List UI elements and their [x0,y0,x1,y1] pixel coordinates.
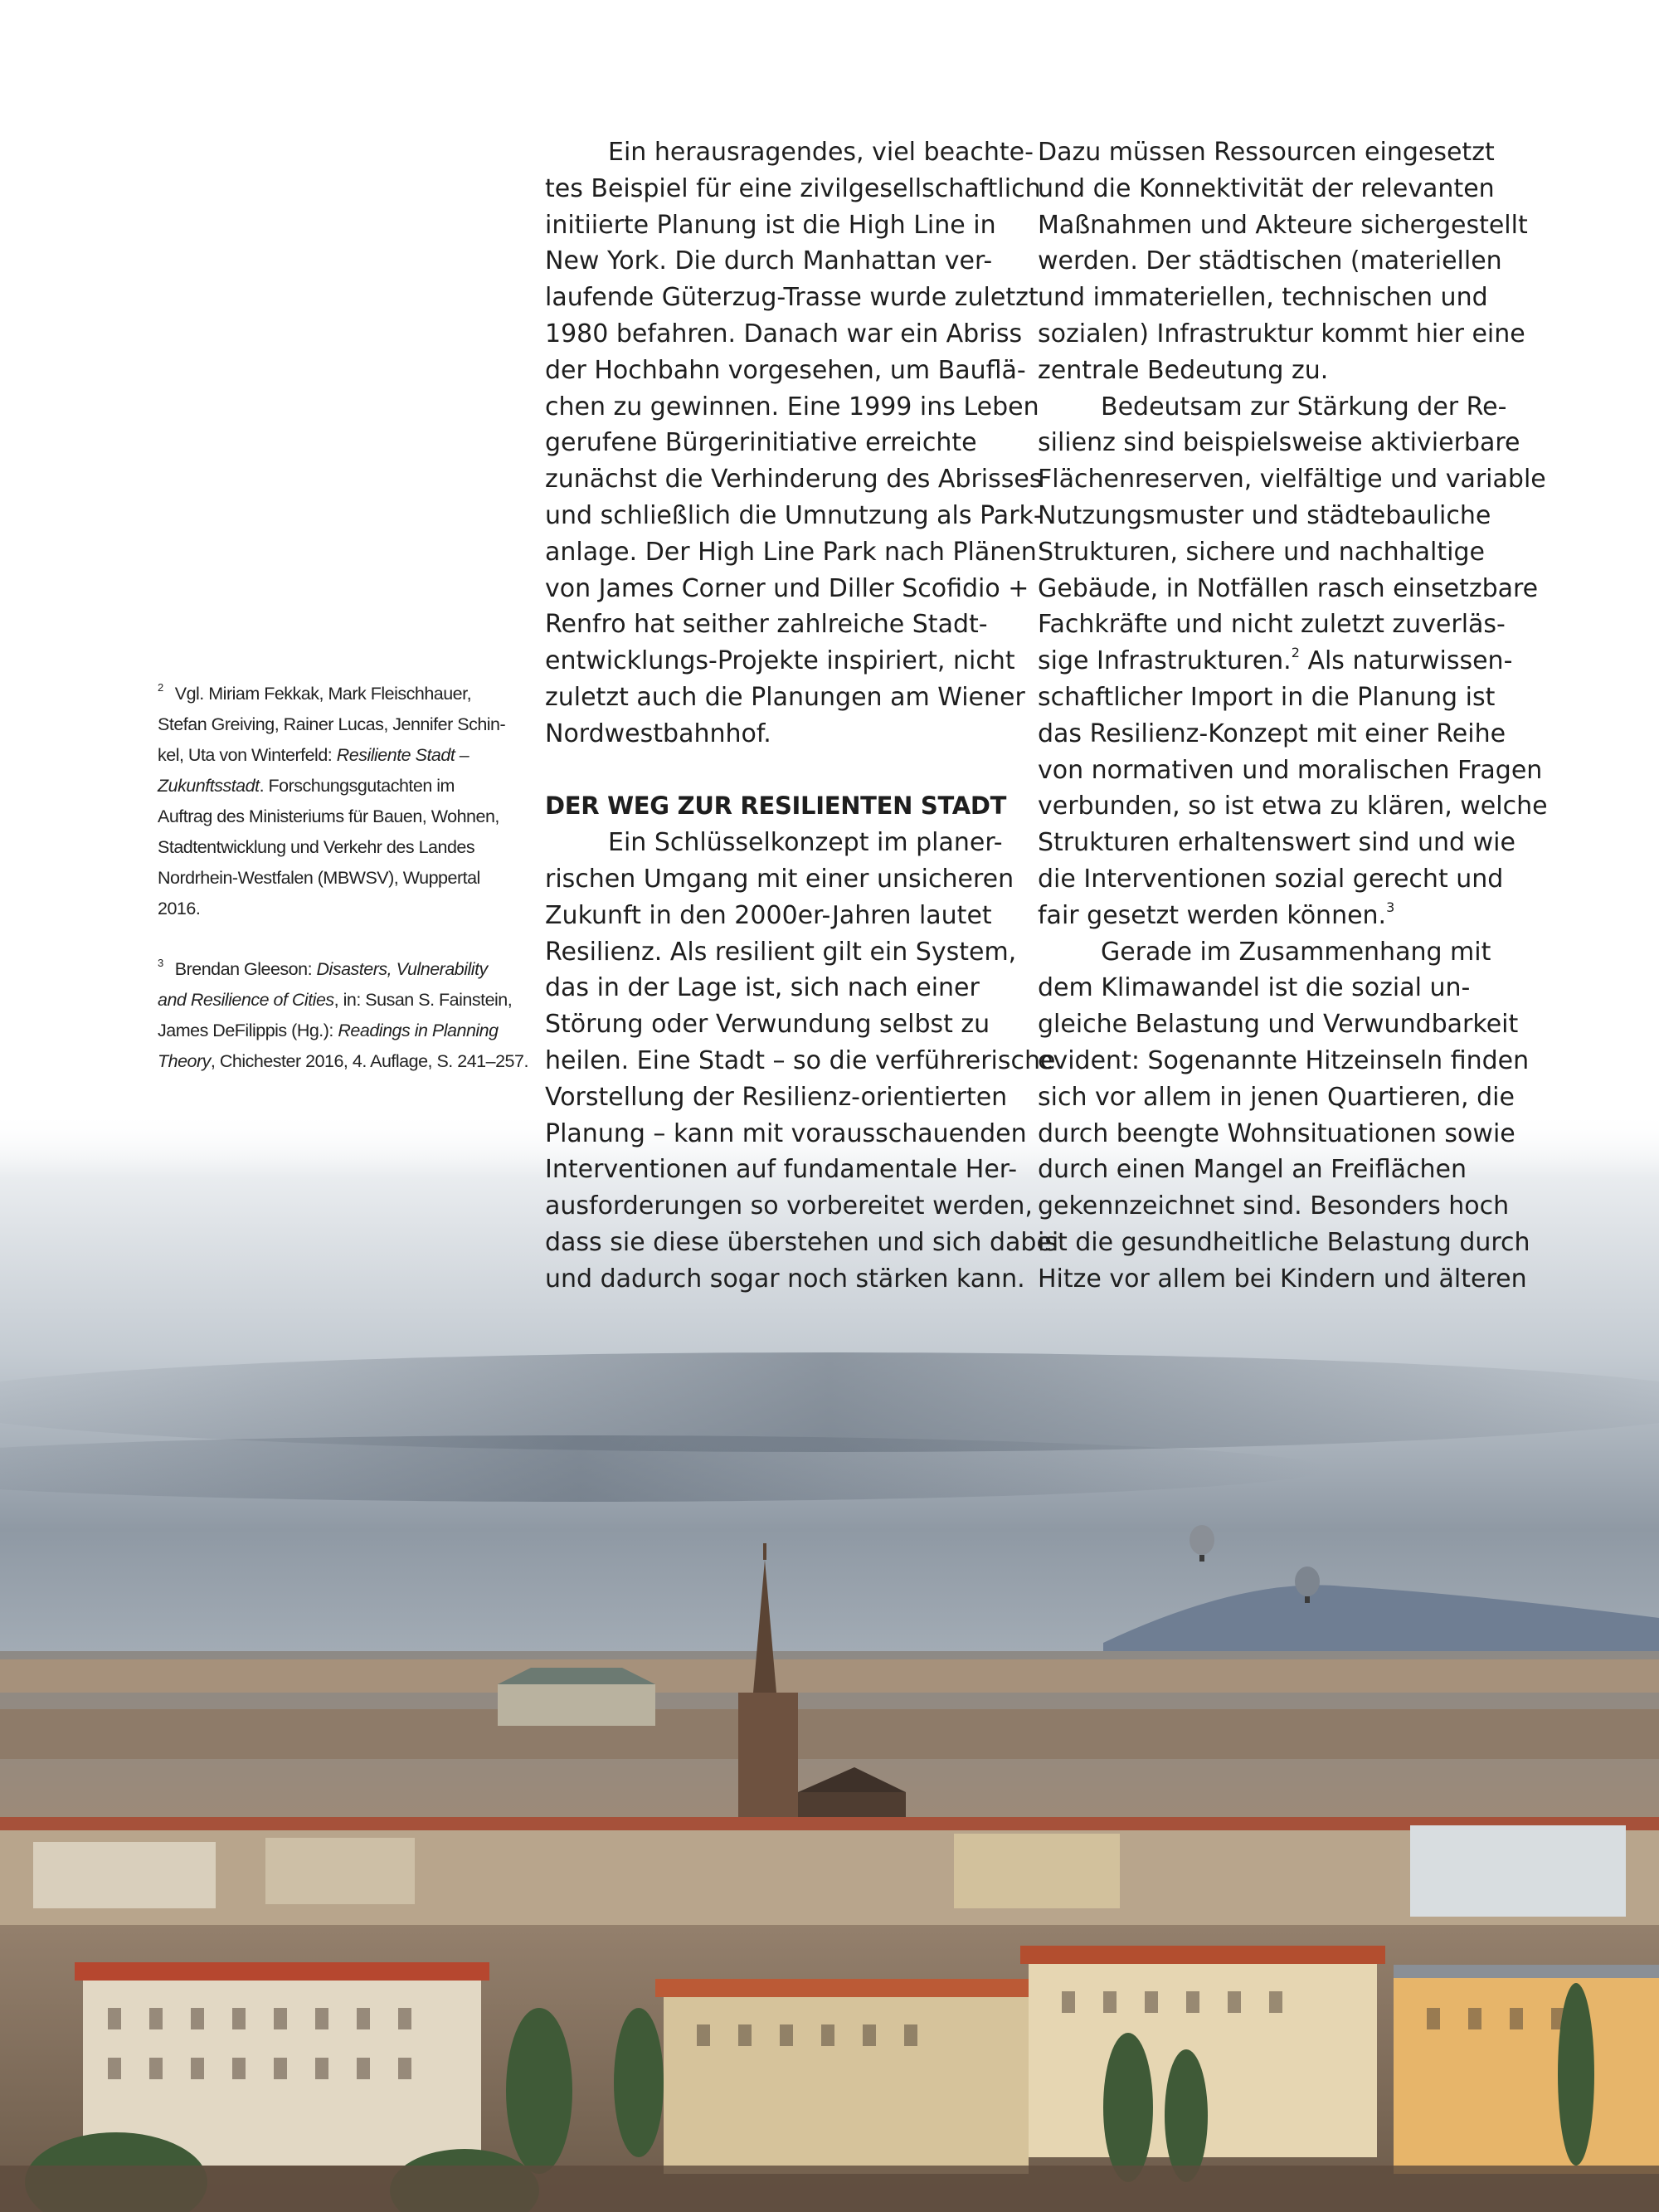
text-line: Strukturen, sichere und nachhaltige [1038,537,1485,567]
text-line: anlage. Der High Line Park nach Plänen [545,537,1037,567]
text-line: initiierte Planung ist die High Line in [545,210,996,240]
text-line: Planung – kann mit vorausschauenden [545,1118,1027,1148]
text-line: rischen Umgang mit einer unsicheren [545,864,1014,894]
text-line: sige Infrastrukturen.$^2$ Als naturwissen- [1038,645,1513,676]
text-line: ausforderungen so vorbereitet werden, [545,1191,1033,1221]
text-line: gleiche Belastung und Verwundbarkeit [1038,1010,1519,1040]
text-line: Gerade im Zusammenhang mit [1101,937,1491,967]
text-line: laufende Güterzug-Trasse wurde zuletzt [545,283,1039,313]
text-line: Störung oder Verwundung selbst zu [545,1010,990,1040]
footnote-ref: 2 [1291,645,1300,661]
text-line: sich vor allem in jenen Quartieren, die [1038,1082,1515,1112]
text-line: dem Klimawandel ist die sozial un- [1038,973,1471,1003]
text-line: 1980 befahren. Danach war ein Abriss [545,319,1023,348]
text-line: Resilienz. Als resilient gilt ein System, [545,937,1017,967]
text-line: Bedeutsam zur Stärkung der Re- [1101,392,1507,421]
text-line: Fachkräfte und nicht zuletzt zuverläs- [1038,610,1506,640]
text-line: das Resilienz-Konzept mit einer Reihe [1038,719,1506,748]
text-line: entwicklungs-Projekte inspiriert, nicht [545,646,1015,676]
text-line: fair gesetzt werden können.$^3$ [1038,899,1395,930]
text-line: Maßnahmen und Akteure sichergestellt [1038,210,1528,240]
section-heading: DER WEG ZUR RESILIENTEN STADT [545,792,1007,821]
text-line: durch beengte Wohnsituationen sowie [1038,1118,1515,1148]
text-line: zunächst die Verhinderung des Abrisses [545,465,1043,495]
text-line: Hitze vor allem bei Kindern und älteren [1038,1264,1527,1294]
text-line: zuletzt auch die Planungen am Wiener [545,682,1025,712]
text-line: Nordwestbahnhof. [545,719,771,748]
text-line: Dazu müssen Ressourcen eingesetzt [1038,138,1495,167]
text-line: und dadurch sogar noch stärken kann. [545,1264,1025,1294]
text-line: dass sie diese überstehen und sich dabei [545,1227,1059,1257]
text-line: Interventionen auf fundamentale Her- [545,1155,1018,1185]
text-line: silienz sind beispielsweise aktivierbare [1038,428,1520,458]
text-line: und die Konnektivität der relevanten [1038,173,1495,203]
text-line: von James Corner und Diller Scofidio + [545,573,1029,603]
text-line: gerufene Bürgerinitiative erreichte [545,428,977,458]
text-line: sozialen) Infrastruktur kommt hier eine [1038,319,1525,348]
text-line: ist die gesundheitliche Belastung durch [1038,1227,1530,1257]
text-line: die Interventionen sozial gerecht und [1038,864,1504,894]
text-line: werden. Der städtischen (materiellen [1038,246,1502,276]
text-line: verbunden, so ist etwa zu klären, welche [1038,792,1548,821]
text-line: evident: Sogenannte Hitzeinseln finden [1038,1045,1530,1075]
text-line: von normativen und moralischen Fragen [1038,755,1543,785]
text-line: und immateriellen, technischen und [1038,283,1488,313]
text-line: Ein herausragendes, viel beachte- [608,138,1034,167]
text-line: Strukturen erhaltenswert sind und wie [1038,828,1515,858]
text-line: Flächenreserven, vielfältige und variable [1038,465,1546,495]
footnote-ref: 3 [1386,899,1395,915]
footnote-number: 2 [158,681,163,694]
text-line: zentrale Bedeutung zu. [1038,355,1329,385]
text-line: Vorstellung der Resilienz-orientierten [545,1082,1008,1112]
text-line: New York. Die durch Manhattan ver- [545,246,993,276]
footnote-number: 3 [158,957,163,969]
footnote-2: $^2$ Vgl. Miriam Fekkak, Mark Fleischhauer, Stefan Greiving, Rainer Lucas, Jennifer Schin- kel, Uta von Winterfeld: Resiliente Stadt – Zukunftsstadt. Forschungsgutachten im Auftrag des Ministeriums für Bauen, Wohnen, Stadtentwicklung und Verkehr des Landes Nordrhein-Westfalen (MBWSV), Wuppertal 2016. [158,681,506,918]
text-line: tes Beispiel für eine zivilgesellschaftlich [545,173,1041,203]
text-line: durch einen Mangel an Freiflächen [1038,1155,1467,1185]
text-line: Nutzungsmuster und städtebauliche [1038,500,1491,530]
text-line: das in der Lage ist, sich nach einer [545,973,980,1003]
text-column-middle [545,134,1059,1298]
text-line: schaftlicher Import in die Planung ist [1038,682,1496,712]
footnote-3: $^3$ Brendan Gleeson: Disasters, Vulnerability and Resilience of Cities, in: Susan S. Fainstein, James DeFilippis (Hg.): Readings in Planning Theory, Chichester 2016, 4. Auflage, S. 241–257. [158,957,528,1071]
text-line: Ein Schlüsselkonzept im planer- [608,828,1003,858]
text-line: und schließlich die Umnutzung als Park- [545,500,1043,530]
text-line: Renfro hat seither zahlreiche Stadt- [545,610,988,640]
text-line: der Hochbahn vorgesehen, um Bauflä- [545,355,1026,385]
text-line: heilen. Eine Stadt – so die verführerische [545,1045,1056,1075]
text-column-right [1038,134,1548,1298]
text-line: Zukunft in den 2000er-Jahren lautet [545,900,992,930]
text-line: chen zu gewinnen. Eine 1999 ins Leben [545,392,1039,421]
text-line: gekennzeichnet sind. Besonders hoch [1038,1191,1510,1221]
text-line: Gebäude, in Notfällen rasch einsetzbare [1038,573,1539,603]
